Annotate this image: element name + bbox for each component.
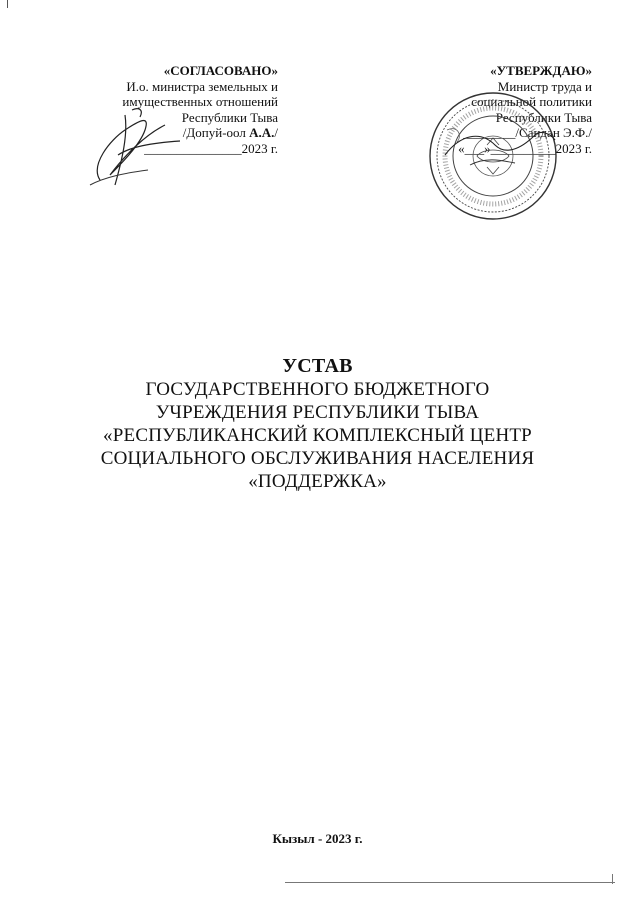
approval-left-line-3: Республики Тыва [181,109,278,125]
approval-left-initials: А.А. [249,125,275,140]
approval-right-header: «УТВЕРЖДАЮ» [490,63,592,78]
document-title-line-4: СОЦИАЛЬНОГО ОБСЛУЖИВАНИЯ НАСЕЛЕНИЯ [100,448,535,469]
document-title-line-1: ГОСУДАРСТВЕННОГО БЮДЖЕТНОГО [145,379,490,400]
left-signature-icon [70,85,200,195]
approval-left-line-1: И.о. министра земельных и [126,78,278,94]
approval-left-slash: / [274,125,278,140]
scan-edge-mark-top [7,0,8,8]
approval-left-name: /Допуй-оол [182,125,250,140]
place-date-footer: Кызыл - 2023 г. [272,831,363,846]
right-signature-icon [440,115,560,175]
scan-edge-line-bottom [285,882,615,883]
scan-edge-mark-bottom [612,874,613,884]
approval-right-line-2: социальной политики [471,94,592,109]
document-title: УСТАВ [282,355,353,377]
approval-left-line-2: имущественных отношений [122,94,278,109]
approval-right-line-3: Республики Тыва [495,109,592,125]
document-title-block [40,355,595,493]
document-title-line-5: «ПОДДЕРЖКА» [248,471,387,492]
approval-left-date: _______________2023 г. [144,140,278,156]
approval-left-header: «СОГЛАСОВАНО» [163,63,278,78]
document-title-line-2: УЧРЕЖДЕНИЯ РЕСПУБЛИКИ ТЫВА [155,402,480,423]
document-title-line-3: «РЕСПУБЛИКАНСКИЙ КОМПЛЕКСНЫЙ ЦЕНТР [103,425,532,446]
approval-right-date: «___»__________2023 г. [458,140,592,156]
approval-right-line-1: Министр труда и [497,78,592,94]
approval-right-signature-line: ________/Сандан Э.Ф./ [463,125,592,140]
